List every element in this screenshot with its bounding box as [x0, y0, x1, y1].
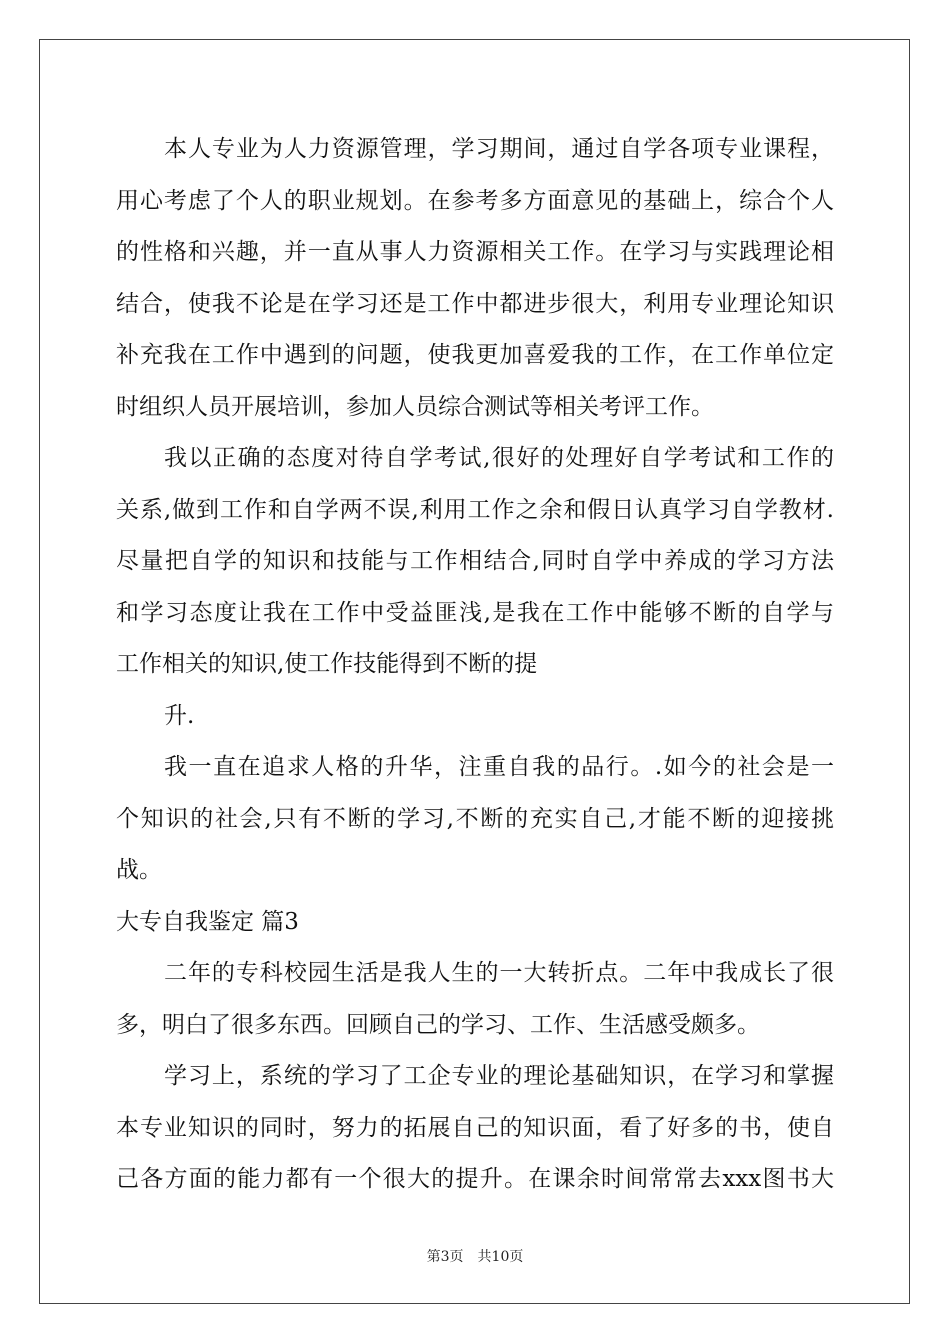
text-line: 本专业知识的同时，努力的拓展自己的知识面，看了好多的书，使自 [116, 1114, 834, 1141]
section-heading: 大专自我鉴定 篇3 [116, 908, 299, 935]
text-line: 我以正确的态度对待自学考试,很好的处理好自学考试和工作的 [164, 445, 834, 471]
text-line: 尽量把自学的知识和技能与工作相结合,同时自学中养成的学习方法 [116, 548, 834, 574]
text-line: 补充我在工作中遇到的问题，使我更加喜爱我的工作，在工作单位定 [116, 342, 834, 368]
text-line: 工作相关的知识,使工作技能得到不断的提 [116, 651, 538, 677]
text-line: 多，明白了很多东西。回顾自己的学习、工作、生活感受颇多。 [116, 1011, 760, 1038]
text-line: 战。 [116, 857, 162, 883]
text-line: 时组织人员开展培训，参加人员综合测试等相关考评工作。 [116, 393, 714, 420]
text-line: 本人专业为人力资源管理，学习期间，通过自学各项专业课程， [164, 136, 834, 162]
page-total: 共10页 [477, 1249, 524, 1265]
text-line: 我一直在追求人格的升华，注重自我的品行。.如今的社会是一 [164, 754, 834, 780]
text-line: 关系,做到工作和自学两不误,利用工作之余和假日认真学习自学教材. [116, 496, 834, 523]
text-line: 的性格和兴趣，并一直从事人力资源相关工作。在学习与实践理论相 [116, 239, 834, 265]
text-line: 己各方面的能力都有一个很大的提升。在课余时间常常去xxx图书大 [116, 1166, 834, 1192]
page-footer [0, 1246, 950, 1266]
text-line: 个知识的社会,只有不断的学习,不断的充实自己,才能不断的迎接挑 [116, 805, 834, 832]
text-line: 用心考虑了个人的职业规划。在参考多方面意见的基础上，综合个人 [116, 187, 834, 214]
text-line: 和学习态度让我在工作中受益匪浅,是我在工作中能够不断的自学与 [116, 599, 834, 626]
page-number: 第3页 [426, 1249, 464, 1265]
text-line: 学习上，系统的学习了工企专业的理论基础知识，在学习和掌握 [164, 1063, 834, 1089]
text-line: 二年的专科校园生活是我人生的一大转折点。二年中我成长了很 [164, 960, 834, 986]
text-line: 升. [164, 702, 195, 729]
text-line: 结合，使我不论是在学习还是工作中都进步很大，利用专业理论知识 [116, 290, 834, 317]
document-body [116, 124, 834, 1206]
